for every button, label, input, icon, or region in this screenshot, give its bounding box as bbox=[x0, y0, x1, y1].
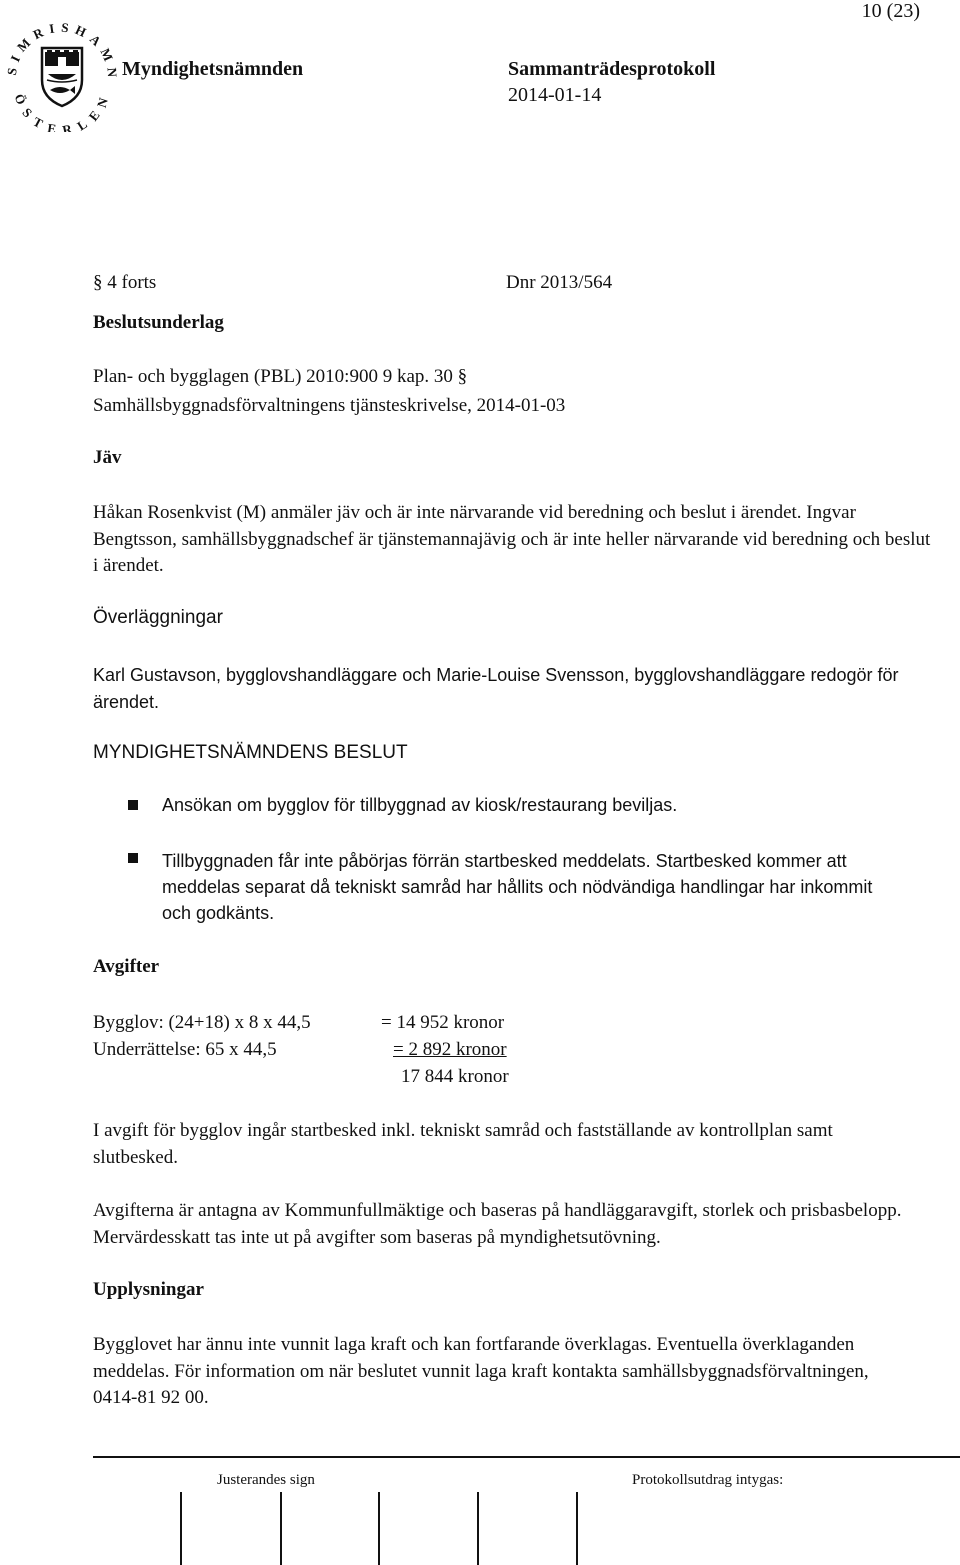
fee-label: Underrättelse: 65 x 44,5 bbox=[93, 1039, 277, 1060]
beslut-heading: MYNDIGHETSNÄMNDENS BESLUT bbox=[93, 742, 408, 763]
fee-amount: = 2 892 kronor bbox=[393, 1039, 507, 1060]
svg-text:ÖSTERLEN: ÖSTERLEN bbox=[11, 88, 114, 132]
avgift-paragraph: I avgift för bygglov ingår startbesked inkl. tekniskt samråd och fastställande av kontrollplan samt slutbesked. bbox=[93, 1120, 833, 1168]
meeting-date: 2014-01-14 bbox=[508, 84, 602, 106]
signature-box-line bbox=[180, 1492, 182, 1565]
justerandes-sign-label: Justerandes sign bbox=[217, 1472, 315, 1488]
protokollsutdrag-label: Protokollsutdrag intygas: bbox=[632, 1472, 784, 1488]
fee-label: Bygglov: (24+18) x 8 x 44,5 bbox=[93, 1012, 311, 1033]
avgifter-heading: Avgifter bbox=[93, 956, 160, 977]
beslutsunderlag-heading: Beslutsunderlag bbox=[93, 312, 224, 333]
signature-box-line bbox=[576, 1492, 578, 1565]
beslut-item: Tillbyggnaden får inte påbörjas förrän startbesked meddelats. Startbesked kommer att meddelas separat då tekniskt samråd har hållits och nödvändiga handlingar har inkommit och godkänts. bbox=[162, 851, 873, 923]
fee-row bbox=[93, 1010, 311, 1036]
avgift-paragraph: Avgifterna är antagna av Kommunfullmäktige och baseras på handläggaravgift, storlek och prisbasbelopp. Mervärdesskatt tas inte ut på avgifter som baseras på myndighetsutövning. bbox=[93, 1200, 902, 1248]
bullet-marker bbox=[128, 800, 138, 810]
fee-total: 17 844 kronor bbox=[401, 1066, 509, 1087]
signature-box-line bbox=[477, 1492, 479, 1565]
beslutsunderlag-line: Plan- och bygglagen (PBL) 2010:900 9 kap. 30 § bbox=[93, 366, 468, 387]
section-reference: § 4 forts bbox=[93, 272, 157, 293]
signature-box-line bbox=[280, 1492, 282, 1565]
beslut-item: Ansökan om bygglov för tillbyggnad av kiosk/restaurang beviljas. bbox=[162, 795, 678, 815]
fee-amount: = 14 952 kronor bbox=[381, 1012, 505, 1033]
fee-row bbox=[93, 1037, 277, 1063]
upplysningar-paragraph: Bygglovet har ännu inte vunnit laga kraft och kan fortfarande överklagas. Eventuella överklaganden meddelas. För information om när beslutet vunnit laga kraft kontakta samhällsbyggnadsförvaltningen, 0414-81 92 00. bbox=[93, 1334, 869, 1408]
overlaggningar-paragraph: Karl Gustavson, bygglovshandläggare och Marie-Louise Svensson, bygglovshandläggare redogör för ärendet. bbox=[93, 665, 899, 712]
svg-text:SIMRISHAMN: SIMRISHAMN bbox=[3, 19, 121, 84]
organization-name: Myndighetsnämnden bbox=[122, 58, 304, 80]
signature-box-line bbox=[378, 1492, 380, 1565]
jav-heading: Jäv bbox=[93, 447, 122, 468]
beslutsunderlag-line: Samhällsbyggnadsförvaltningens tjänsteskrivelse, 2014-01-03 bbox=[93, 395, 566, 416]
document-type: Sammanträdesprotokoll bbox=[508, 58, 716, 80]
upplysningar-heading: Upplysningar bbox=[93, 1279, 204, 1300]
overlaggningar-heading: Överläggningar bbox=[93, 607, 223, 628]
page-number: 10 (23) bbox=[861, 0, 920, 22]
municipal-seal-logo bbox=[0, 0, 122, 132]
bullet-marker bbox=[128, 853, 138, 863]
case-number: Dnr 2013/564 bbox=[506, 272, 613, 293]
footer-separator bbox=[93, 1456, 960, 1458]
jav-paragraph: Håkan Rosenkvist (M) anmäler jäv och är inte närvarande vid beredning och beslut i ärendet. Ingvar Bengtsson, samhällsbyggnadschef är tjänstemannajävig och är inte heller närvarande vid beredning och beslut i ärendet. bbox=[93, 502, 931, 576]
